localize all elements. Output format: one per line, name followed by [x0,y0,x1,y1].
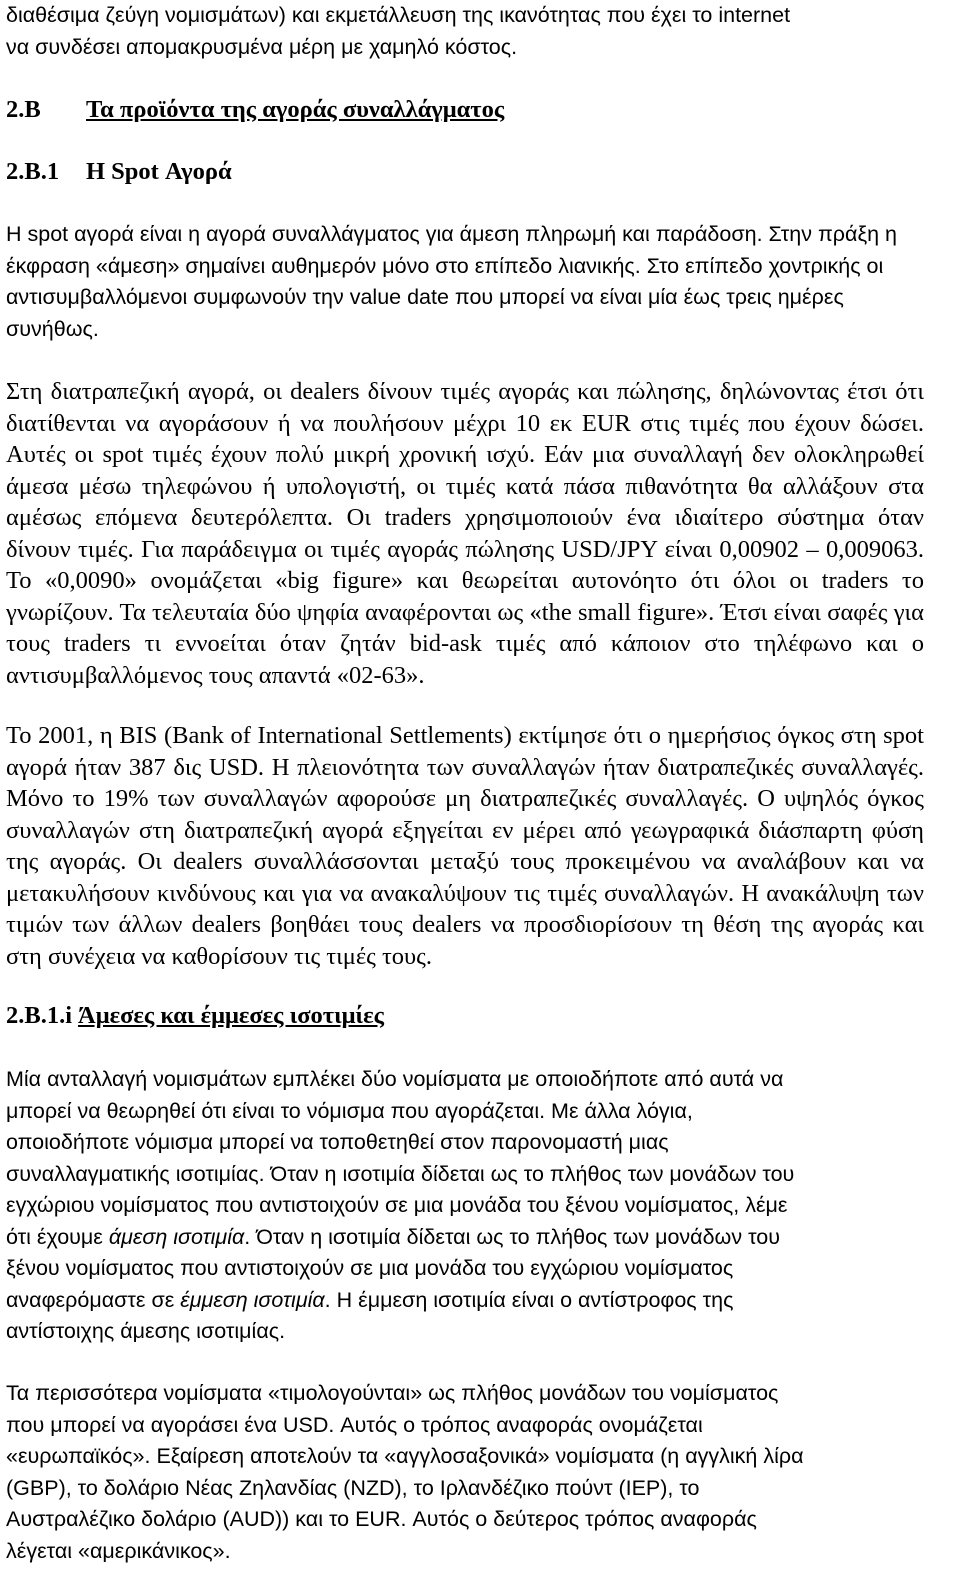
intro-line-2: να συνδέσει απομακρυσμένα μέρη με χαμηλό κόστος. [6,34,518,59]
european-line-2: που μπορεί να αγοράσει ένα USD. Αυτός ο τρόπος αναφοράς ονομάζεται [6,1412,703,1437]
rates-line-7: ξένου νομίσματος που αντιστοιχούν σε μια μονάδα του εγχώριου νομίσματος [6,1256,734,1280]
intro-block [6,0,926,63]
rates-line-6 [6,1222,926,1254]
rates-line-9: αντίστοιχης άμεσης ισοτιμίας. [6,1319,286,1343]
european-line-4: (GBP), το δολάριο Νέας Ζηλανδίας (NZD), το Ιρλανδέζικο πούντ (IEP), το [6,1475,700,1500]
indirect-rate-term: έμμεση ισοτιμία [180,1287,325,1312]
paragraph-spot-definition: Η spot αγορά είναι η αγορά συναλλάγματος για άμεση πληρωμή και παράδοση. Στην πράξη η έκφραση «άμεση» σημαίνει αυθημερόν μόνο στο επίπεδο λιανικής. Στο επίπεδο χοντρικής οι αντισυμβαλλόμενοι συμφωνούν την value date που μπορεί να είναι μία έως τρεις ημέρες συνήθως. [6,222,897,341]
section-heading-2B1 [6,156,232,188]
paragraph-european [6,1378,926,1567]
rates-line-6-text-b: . Όταν η ισοτιμία δίδεται ως το πλήθος των μονάδων του [244,1224,780,1249]
section-title: Η Spot Αγορά [86,158,232,185]
intro-line-1: διαθέσιμα ζεύγη νομισμάτων) και εκμετάλλευση της ικανότητας που έχει το internet [6,3,791,27]
european-line-6: λέγεται «αμερικάνικος». [6,1538,231,1563]
section-heading-2B [6,94,504,126]
european-line-5: Αυστραλέζικο δολάριο (AUD)) και το EUR. Αυτός ο δεύτερος τρόπος αναφοράς [6,1507,757,1531]
rates-line-1: Μία ανταλλαγή νομισμάτων εμπλέκει δύο νομίσματα με οποιοδήποτε από αυτά να [6,1067,784,1091]
direct-rate-term: άμεση ισοτιμία [108,1224,245,1249]
section-title: Άμεσες και έμμεσες ισοτιμίες [78,1002,384,1029]
rates-line-3: οποιοδήποτε νόμισμα μπορεί να τοποθετηθεί στον παρονομαστή μιας [6,1130,669,1154]
rates-line-8-text-b: . Η έμμεση ισοτιμία είναι ο αντίστροφος της [324,1287,734,1312]
european-line-3: «ευρωπαϊκός». Εξαίρεση αποτελούν τα «αγγλοσαξονικά» νομίσματα (η αγγλική λίρα [6,1444,804,1468]
rates-line-8 [6,1285,926,1317]
section-number: 2.B.1.i [6,1002,73,1029]
rates-line-6-text-a: ότι έχουμε [6,1224,109,1249]
european-line-1: Τα περισσότερα νομίσματα «τιμολογούνται» ως πλήθος μονάδων του νομίσματος [6,1381,779,1405]
rates-line-5: εγχώριου νομίσματος που αντιστοιχούν σε μια μονάδα του ξένου νομίσματος, λέμε [6,1193,788,1217]
paragraph-bis: Το 2001, η BIS (Bank of International Settlements) εκτίμησε ότι ο ημερήσιος όγκος στη spot αγορά ήταν 387 δις USD. Η πλειονότητα των συναλλαγών ήταν διατραπεζικές συναλλαγές. Μόνο το 19% των συναλλαγών αφορούσε μη διατραπεζικές συναλλαγές. Ο υψηλός όγκος συναλλαγών στη διατραπεζική αγορά εξηγείται εν μέρει από γεωγραφικά διάσπαρτη φύση της αγοράς. Οι dealers συναλλάσσονται μεταξύ τους προκειμένου να αναλάβουν και να μετακυλήσουν κινδύνους και για να ανακαλύψουν τις τιμές συναλλαγών. Η ανακάλυψη των τιμών των άλλων dealers βοηθάει τους dealers να προσδιορίσουν τη θέση της αγοράς και στη συνέχεια να καθορίσουν τις τιμές τους. [6,722,924,970]
section-title: Τα προϊόντα της αγοράς συναλλάγματος [86,96,505,123]
paragraph-interbank: Στη διατραπεζική αγορά, οι dealers δίνουν τιμές αγοράς και πώλησης, δηλώνοντας έτσι ότι διατίθενται να αγοράσουν ή να πουλήσουν μέχρι 10 εκ EUR στις τιμές που έχουν δώσει. Αυτές οι spot τιμές έχουν πολύ μικρή χρονική ισχύ. Εάν μια συναλλαγή δεν ολοκληρωθεί άμεσα μέσω τηλεφώνου ή υπολογιστή, οι τιμές κατά πάσα πιθανότητα θα αλλάξουν στα αμέσως επόμενα δευτερόλεπτα. Οι traders χρησιμοποιούν ένα ιδιαίτερο σύστημα όταν δίνουν τιμές. Για παράδειγμα οι τιμές αγοράς πώλησης USD/JPY είναι 0,00902 – 0,009063. Το «0,0090» ονομάζεται «big figure» και θεωρείται αυτονόητο ότι όλοι οι traders το γνωρίζουν. Τα τελευταία δύο ψηφία αναφέρονται ως «the small figure». Έτσι είναι σαφές για τους traders τι εννοείται όταν ζητάν bid-ask τιμές από κάποιον στο τηλέφωνο και ο αντισυμβαλλόμενος τους απαντά «02-63». [6,378,924,689]
section-number: 2.B.1 [6,158,60,185]
section-number: 2.B [6,96,41,123]
rates-line-2: μπορεί να θεωρηθεί ότι είναι το νόμισμα που αγοράζεται. Με άλλα λόγια, [6,1098,693,1123]
rates-line-4: συναλλαγματικής ισοτιμίας. Όταν η ισοτιμία δίδεται ως το πλήθος των μονάδων του [6,1161,795,1186]
section-heading-2B1i [6,1000,384,1032]
rates-line-8-text-a: αναφερόμαστε σε [6,1287,181,1312]
paragraph-rates [6,1064,926,1348]
